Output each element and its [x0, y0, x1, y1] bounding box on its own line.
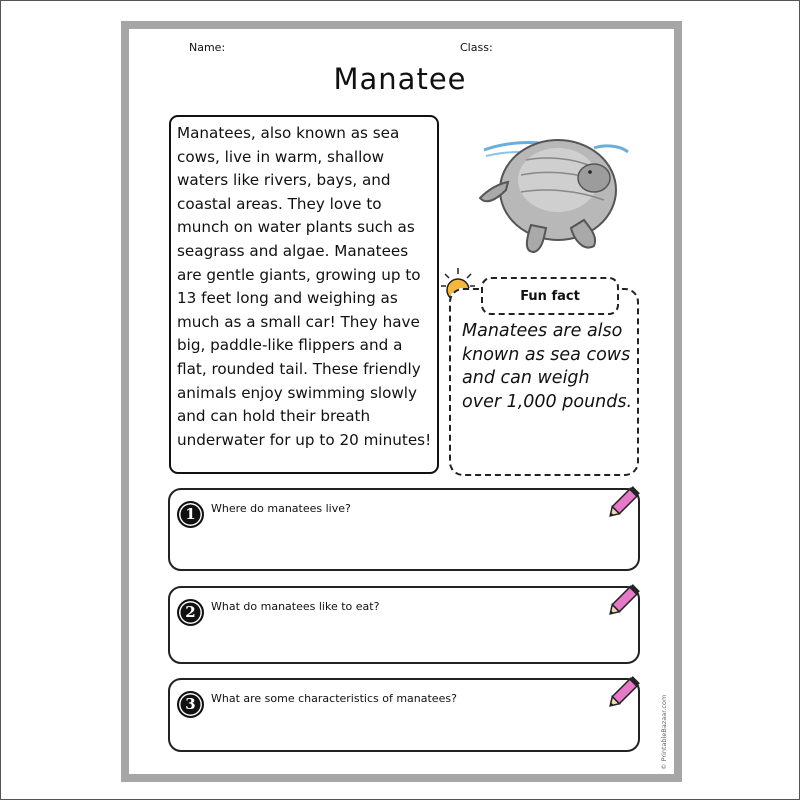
question-text-1: Where do manatees live? — [211, 502, 351, 515]
question-text-3: What are some characteristics of manatees? — [211, 692, 457, 705]
manatee-illustration — [476, 120, 636, 260]
pencil-icon — [604, 670, 646, 712]
passage-text: Manatees, also known as sea cows, live in warm, shallow waters like rivers, bays, and coastal areas. They love to munch on water plants such as seagrass and algae. Manatees are gentle giants, growing up to 13 feet long and weighing as much as a small car! They have big, paddle-like flippers and a flat, rounded tail. These friendly animals enjoy swimming slowly and can hold their breath underwater for up to 20 minutes! — [177, 124, 432, 449]
fun-fact-text: Manatees are also known as sea cows and can weigh over 1,000 pounds. — [462, 321, 633, 412]
pencil-icon — [604, 578, 646, 620]
question-box-3[interactable] — [168, 678, 640, 752]
question-number-1: 1 — [177, 501, 204, 528]
class-label: Class: — [460, 41, 493, 54]
question-box-2[interactable] — [168, 586, 640, 664]
question-number-3: 3 — [177, 691, 204, 718]
question-box-1[interactable] — [168, 488, 640, 571]
question-number-2: 2 — [177, 599, 204, 626]
page-title: Manatee — [333, 62, 467, 96]
watermark-text: © PrintableBazaar.com — [660, 694, 668, 770]
pencil-icon — [604, 480, 646, 522]
fun-fact-heading: Fun fact — [481, 277, 619, 315]
name-label: Name: — [189, 41, 226, 54]
watermark — [660, 682, 670, 770]
question-text-2: What do manatees like to eat? — [211, 600, 380, 613]
